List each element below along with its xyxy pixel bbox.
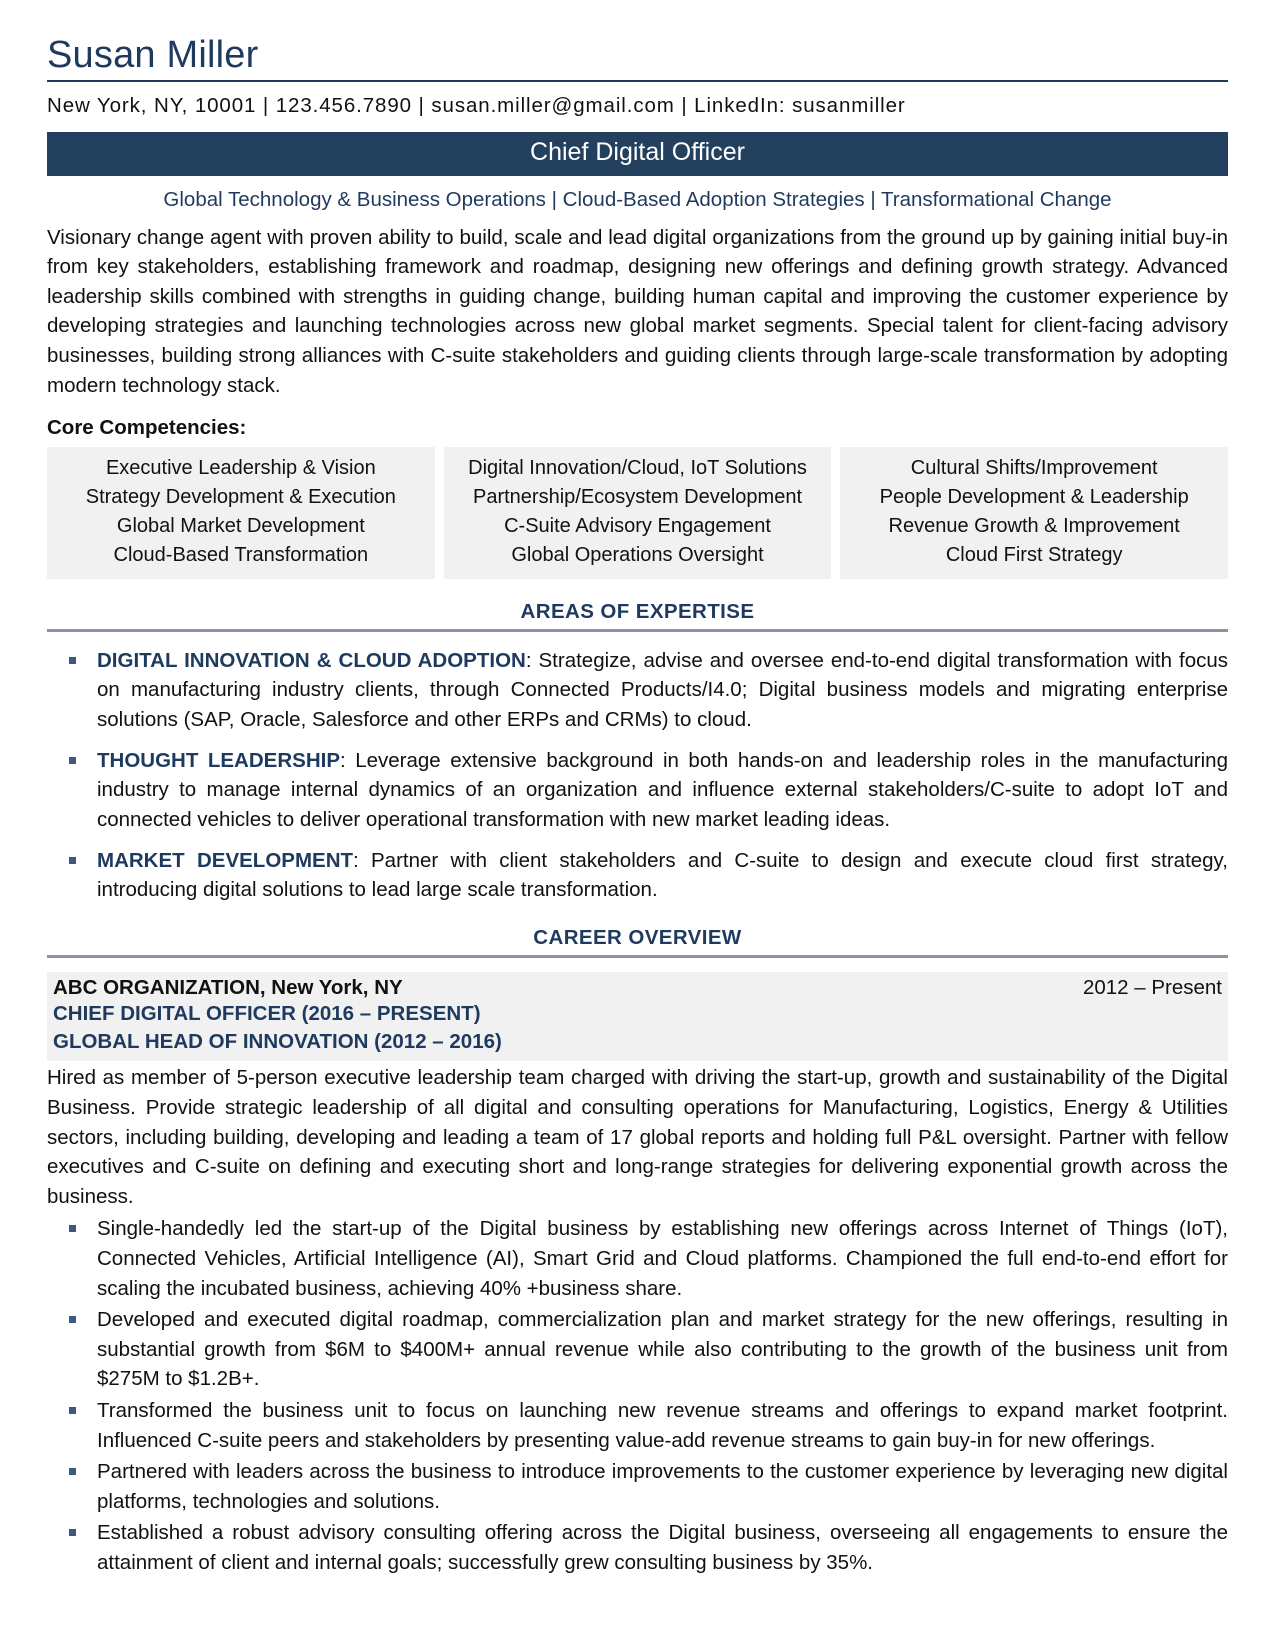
job-header-block <box>47 972 1228 1062</box>
list-item <box>47 1457 1228 1516</box>
expertise-lead: MARKET DEVELOPMENT <box>97 848 354 872</box>
professional-summary: Visionary change agent with proven ability to build, scale and lead digital organizations from the ground up by gaining initial buy-in from key stakeholders, establishing framework and roadmap, designing new offerings and defining growth strategy. Advanced leadership skills combined with strengths in guiding change, building human capital and improving the customer experience by developing strategies and launching technologies across new global market segments. Special talent for client-facing advisory businesses, building strong alliances with C-suite stakeholders and guiding clients through large-scale transformation by adopting modern technology stack. <box>47 225 1228 397</box>
competency-item: Global Market Development <box>116 515 365 538</box>
achievement-text: Single-handedly led the start-up of the Digital business by establishing new offerings across Internet of Things (IoT), Connected Vehicles, Artificial Intelligence (AI), Smart Grid and Cloud platforms. Championed the full end-to-end effort for scaling the incubated business, achieving 40% +business share. <box>97 1217 1228 1300</box>
list-item <box>47 1396 1228 1455</box>
bullet-square-icon <box>69 1407 76 1414</box>
bullet-square-icon <box>69 1529 76 1536</box>
job-achievements-list <box>47 1214 1228 1577</box>
bullet-square-icon <box>69 1468 76 1475</box>
list-item <box>47 646 1228 735</box>
expertise-lead: THOUGHT LEADERSHIP <box>97 748 340 772</box>
expertise-text: : Partner with client stakeholders and C-suite to design and execute cloud first strategy, introducing digital solutions to lead large scale transformation. <box>97 848 1228 902</box>
bullet-square-icon <box>69 657 76 664</box>
bullet-square-icon <box>69 1316 76 1323</box>
achievement-text: Transformed the business unit to focus on launching new revenue streams and offerings to expand market footprint. Influenced C-suite peers and stakeholders by presenting value-add revenue streams to gain buy-in for new offerings. <box>97 1399 1228 1452</box>
job-company-line <box>53 976 1222 1000</box>
areas-of-expertise-list <box>47 646 1228 905</box>
contact-line: New York, NY, 10001 | 123.456.7890 | susan.miller@gmail.com | LinkedIn: susanmiller <box>47 93 906 117</box>
competency-column-2 <box>444 447 832 579</box>
competency-item: Cultural Shifts/Improvement <box>910 457 1158 480</box>
list-item <box>47 1518 1228 1577</box>
bullet-square-icon <box>69 757 76 764</box>
job-role-previous: GLOBAL HEAD OF INNOVATION (2012 – 2016) <box>53 1030 502 1054</box>
competency-item: Revenue Growth & Improvement <box>888 515 1180 538</box>
competency-item: Strategy Development & Execution <box>85 486 396 509</box>
competency-item: Global Operations Oversight <box>511 543 764 566</box>
competency-item: People Development & Leadership <box>879 486 1189 509</box>
job-role-current: CHIEF DIGITAL OFFICER (2016 – PRESENT) <box>53 1001 481 1025</box>
competency-item: Digital Innovation/Cloud, IoT Solutions <box>468 457 807 480</box>
competency-item: C-Suite Advisory Engagement <box>504 515 771 538</box>
bullet-square-icon <box>69 1225 76 1232</box>
achievement-text: Established a robust advisory consulting offering across the Digital business, overseeing all engagements to ensure the attainment of client and internal goals; successfully grew consulting business by 35%. <box>97 1521 1228 1575</box>
list-item <box>47 1305 1228 1394</box>
list-item <box>47 746 1228 835</box>
expertise-lead: DIGITAL INNOVATION & CLOUD ADOPTION <box>97 648 526 672</box>
bullet-square-icon <box>69 857 76 864</box>
expertise-text: : Leverage extensive background in both hands-on and leadership roles in the manufacturing industry to manage internal dynamics of an organization and influence external stakeholders/C-suite to adopt IoT and connected vehicles to deliver operational transformation with new market leading ideas. <box>97 748 1228 831</box>
job-company: ABC ORGANIZATION, New York, NY <box>53 975 403 999</box>
competency-item: Partnership/Ecosystem Development <box>472 486 803 509</box>
achievement-text: Partnered with leaders across the business to introduce improvements to the customer experience by leveraging new digital platforms, technologies and solutions. <box>97 1460 1228 1513</box>
competency-item: Cloud First Strategy <box>945 543 1123 566</box>
achievement-text: Developed and executed digital roadmap, commercialization plan and market strategy for the new offerings, resulting in substantial growth from $6M to $400M+ annual revenue while also contributing to the growth of the business unit from $275M to $1.2B+. <box>97 1308 1228 1391</box>
page-title: Susan Miller <box>47 34 259 76</box>
title-subtitle: Global Technology & Business Operations | Cloud-Based Adoption Strategies | Transformational Change <box>163 187 1112 211</box>
core-competencies-label: Core Competencies: <box>47 416 247 440</box>
job-dates: 2012 – Present <box>1082 975 1222 999</box>
job-title-banner: Chief Digital Officer <box>47 132 1228 176</box>
competency-column-3 <box>840 447 1228 579</box>
competency-column-1 <box>47 447 435 579</box>
competency-item: Executive Leadership & Vision <box>105 457 376 480</box>
competency-item: Cloud-Based Transformation <box>113 543 369 566</box>
section-divider <box>47 629 1228 632</box>
core-competencies-grid <box>47 447 1228 579</box>
section-divider <box>47 955 1228 958</box>
list-item <box>47 1214 1228 1303</box>
section-heading-career-overview: CAREER OVERVIEW <box>533 925 742 949</box>
list-item <box>47 846 1228 905</box>
job-description: Hired as member of 5-person executive leadership team charged with driving the start-up, growth and sustainability of the Digital Business. Provide strategic leadership of all digital and consulting operations for Manufacturing, Logistics, Energy & Utilities sectors, including building, developing and leading a team of 17 global reports and holding full P&L oversight. Partner with fellow executives and C-suite on defining and executing short and long-range strategies for delivering exponential growth across the business. <box>47 1066 1228 1208</box>
expertise-text: : Strategize, advise and oversee end-to-end digital transformation with focus on manufacturing industry clients, through Connected Products/I4.0; Digital business models and migrating enterprise solutions (SAP, Oracle, Salesforce and other ERPs and CRMs) to cloud. <box>97 648 1229 732</box>
section-heading-areas-of-expertise: AREAS OF EXPERTISE <box>520 599 755 623</box>
